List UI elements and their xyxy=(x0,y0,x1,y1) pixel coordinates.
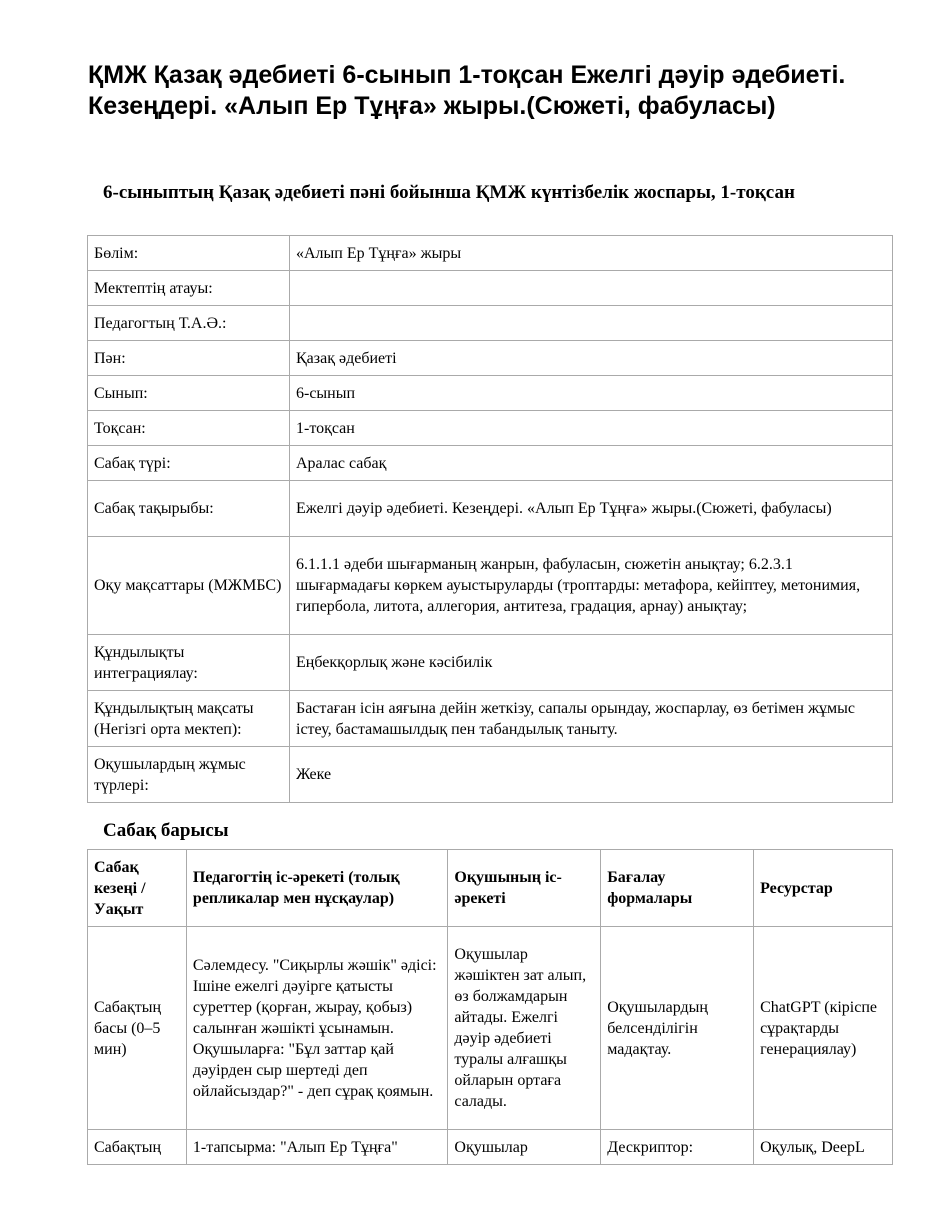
assessment-cell: Дескриптор: xyxy=(601,1130,754,1165)
info-value: 6-сынып xyxy=(290,376,893,411)
info-row-value-goal xyxy=(88,691,893,747)
stage-cell: Сабақтың басы (0–5 мин) xyxy=(88,927,187,1130)
info-row-topic xyxy=(88,481,893,537)
plan-heading: 6-сыныптың Қазақ әдебиеті пәні бойынша ҚМЖ күнтізбелік жоспары, 1-тоқсан xyxy=(103,182,795,203)
info-value: 1-тоқсан xyxy=(290,411,893,446)
info-label: Құндылықтың мақсаты (Негізгі орта мектеп): xyxy=(88,691,290,747)
lesson-progress-table xyxy=(87,849,893,1165)
lesson-progress-heading: Сабақ барысы xyxy=(103,820,229,841)
info-value: 6.1.1.1 әдеби шығарманың жанрын, фабуласын, сюжетін анықтау; 6.2.3.1 шығармадағы көркем ауыстыруларды (троптарды: метафора, кейіптеу, метонимия, гипербола, литота, аллегория, антитеза, градация, арнау) анықтау; xyxy=(290,537,893,635)
teacher-activity-cell: 1-тапсырма: "Алып Ер Тұңға" xyxy=(186,1130,447,1165)
info-row-school xyxy=(88,271,893,306)
info-label: Пән: xyxy=(88,341,290,376)
info-label: Оқу мақсаттары (МЖМБС) xyxy=(88,537,290,635)
info-row-quarter xyxy=(88,411,893,446)
info-label: Сабақ тақырыбы: xyxy=(88,481,290,537)
document-title: ҚМЖ Қазақ әдебиеті 6-сынып 1-тоқсан Ежелгі дәуір әдебиеті. Кезеңдері. «Алып Ер Тұңға» жыры.(Сюжеті, фабуласы) xyxy=(88,61,846,120)
info-row-value-integration xyxy=(88,635,893,691)
info-value: Қазақ әдебиеті xyxy=(290,341,893,376)
info-row-teacher xyxy=(88,306,893,341)
lesson-header-row xyxy=(88,850,893,927)
info-label: Мектептің атауы: xyxy=(88,271,290,306)
student-activity-cell: Оқушылар жәшіктен зат алып, өз болжамдарын айтады. Ежелгі дәуір әдебиеті туралы алғашқы ойларын ортаға салады. xyxy=(448,927,601,1130)
info-row-objectives xyxy=(88,537,893,635)
info-row-section xyxy=(88,236,893,271)
info-value: Еңбекқорлық және кәсібилік xyxy=(290,635,893,691)
teacher-activity-cell: Сәлемдесу. "Сиқырлы жәшік" әдісі: Ішіне ежелгі дәуірге қатысты суреттер (қорған, жырау, қобыз) салынған жәшікті ұсынамын. Оқушыларға: "Бұл заттар қай дәуірден сыр шертеді деп ойлайсыздар?" - деп сұрақ қоямын. xyxy=(186,927,447,1130)
lesson-info-table xyxy=(87,235,893,803)
info-label: Сынып: xyxy=(88,376,290,411)
info-value: Аралас сабақ xyxy=(290,446,893,481)
info-value: Бастаған ісін аяғына дейін жеткізу, сапалы орындау, жоспарлау, өз бетімен жұмыс істеу, бастамашылдық пен табандылық таныту. xyxy=(290,691,893,747)
info-label: Педагогтың Т.А.Ә.: xyxy=(88,306,290,341)
info-label: Сабақ түрі: xyxy=(88,446,290,481)
header-stage: Сабақ кезеңі / Уақыт xyxy=(88,850,187,927)
info-value xyxy=(290,271,893,306)
info-label: Бөлім: xyxy=(88,236,290,271)
header-resources: Ресурстар xyxy=(754,850,893,927)
student-activity-cell: Оқушылар xyxy=(448,1130,601,1165)
header-student-activity: Оқушының іс-әрекеті xyxy=(448,850,601,927)
table-row xyxy=(88,1130,893,1165)
info-value: «Алып Ер Тұңға» жыры xyxy=(290,236,893,271)
header-teacher-activity: Педагогтің іс-әрекеті (толық репликалар мен нұсқаулар) xyxy=(186,850,447,927)
resources-cell: Оқулық, DeepL xyxy=(754,1130,893,1165)
resources-cell: ChatGPT (кіріспе сұрақтарды генерациялау) xyxy=(754,927,893,1130)
info-row-lesson-type xyxy=(88,446,893,481)
info-row-grade xyxy=(88,376,893,411)
info-label: Тоқсан: xyxy=(88,411,290,446)
info-value xyxy=(290,306,893,341)
info-label: Құндылықты интеграциялау: xyxy=(88,635,290,691)
header-assessment: Бағалау формалары xyxy=(601,850,754,927)
info-row-subject xyxy=(88,341,893,376)
info-value: Жеке xyxy=(290,747,893,803)
assessment-cell: Оқушылардың белсенділігін мадақтау. xyxy=(601,927,754,1130)
info-value: Ежелгі дәуір әдебиеті. Кезеңдері. «Алып Ер Тұңға» жыры.(Сюжеті, фабуласы) xyxy=(290,481,893,537)
table-row xyxy=(88,927,893,1130)
stage-cell: Сабақтың xyxy=(88,1130,187,1165)
info-label: Оқушылардың жұмыс түрлері: xyxy=(88,747,290,803)
info-row-work-types xyxy=(88,747,893,803)
